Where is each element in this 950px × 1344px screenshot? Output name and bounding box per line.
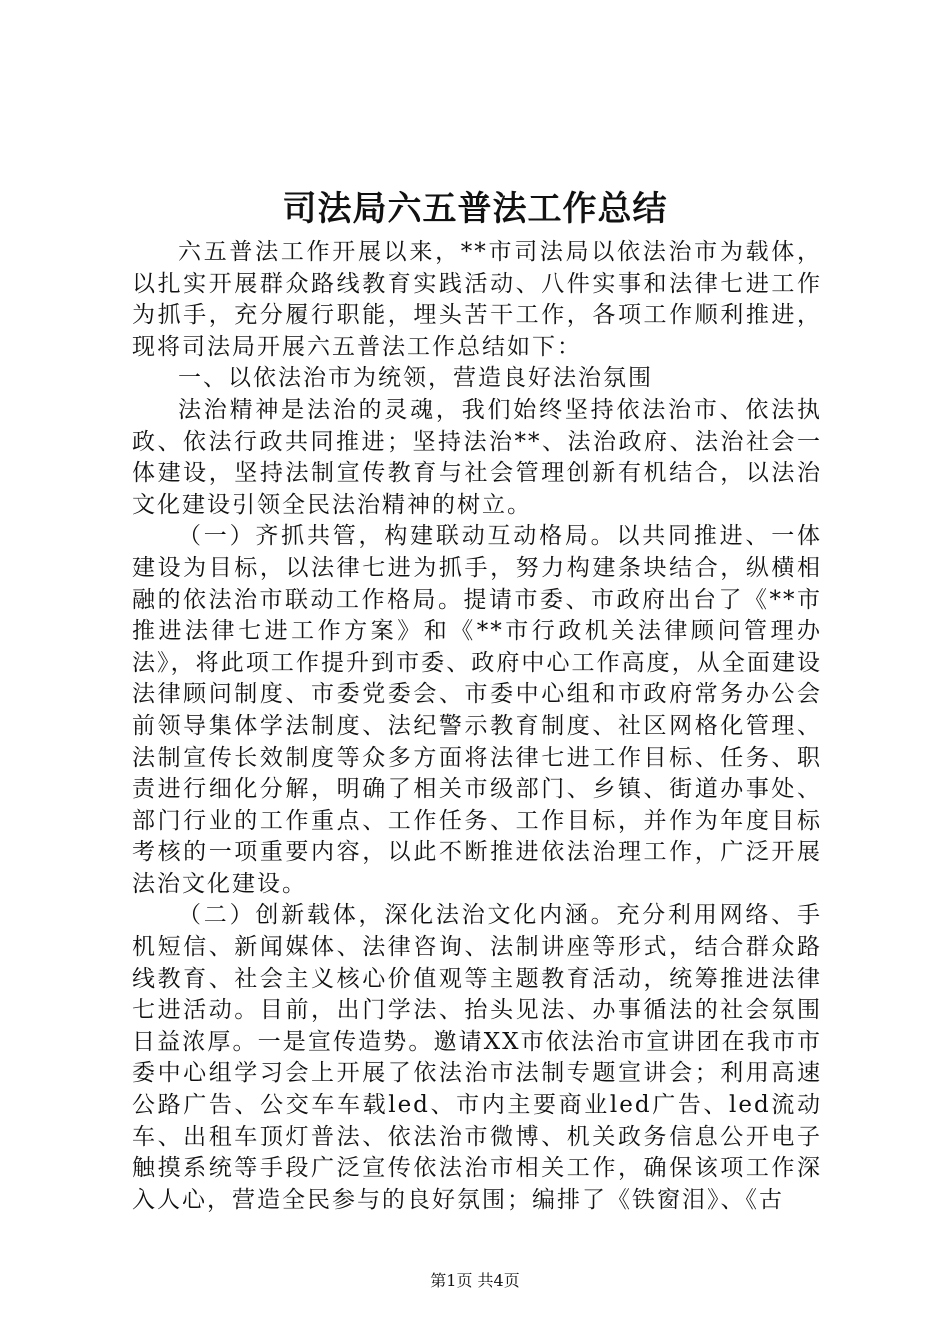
page-number: 第1页 共4页: [430, 1271, 520, 1290]
document-title: 司法局六五普法工作总结: [282, 189, 668, 229]
body-paragraph: 法治精神是法治的灵魂，我们始终坚持依法治市、依法执政、依法行政共同推进；坚持法治**、法治政府、法治社会一体建设，坚持法制宣传教育与社会管理创新有机结合，以法治文化建设引领全民法治精神的树立。: [132, 396, 822, 518]
subsection-paragraph: （一）齐抓共管，构建联动互动格局。以共同推进、一体建设为目标，以法律七进为抓手，努力构建条块结合，纵横相融的依法治市联动工作格局。提请市委、市政府出台了《**市推进法律七进工作方案》和《**市行政机关法律顾问管理办法》，将此项工作提升到市委、政府中心工作高度，从全面建设法律顾问制度、市委党委会、市委中心组和市政府常务办公会前领导集体学法制度、法纪警示教育制度、社区网格化管理、法制宣传长效制度等众多方面将法律七进工作目标、任务、职责进行细化分解，明确了相关市级部门、乡镇、街道办事处、部门行业的工作重点、工作任务、工作目标，并作为年度目标考核的一项重要内容，以此不断推进依法治理工作，广泛开展法治文化建设。: [132, 523, 822, 897]
section-heading: 一、以依法治市为统领，营造良好法治氛围: [178, 365, 653, 392]
subsection-paragraph: （二）创新载体，深化法治文化内涵。充分利用网络、手机短信、新闻媒体、法律咨询、法制讲座等形式，结合群众路线教育、社会主义核心价值观等主题教育活动，统筹推进法律七进活动。目前，出门学法、抬头见法、办事循法的社会氛围日益浓厚。一是宣传造势。邀请XX市依法治市宣讲团在我市市委中心组学习会上开展了依法治市法制专题宣讲会；利用高速公路广告、公交车车载led、市内主要商业led广告、led流动车、出租车顶灯普法、依法治市微博、机关政务信息公开电子触摸系统等手段广泛宣传依法治市相关工作，确保该项工作深入人心，营造全民参与的良好氛围；编排了《铁窗泪》、《古: [132, 902, 822, 1213]
intro-paragraph: 六五普法工作开展以来，**市司法局以依法治市为载体，以扎实开展群众路线教育实践活动、八件实事和法律七进工作为抓手，充分履行职能，埋头苦干工作，各项工作顺利推进，现将司法局开展六五普法工作总结如下：: [132, 239, 822, 360]
document-body: [132, 237, 822, 1216]
